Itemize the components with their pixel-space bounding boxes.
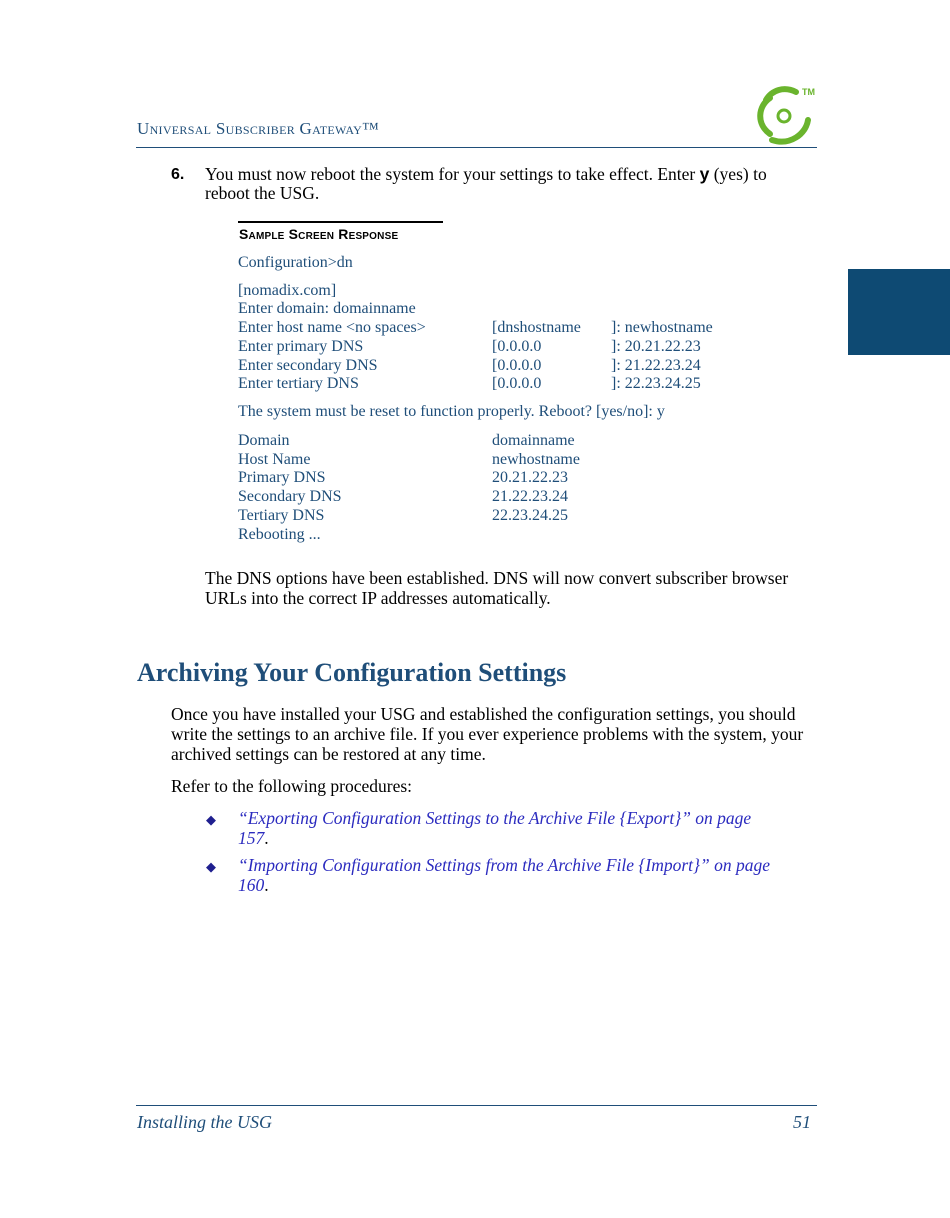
prompt-value: ]: 22.23.24.25 (611, 375, 701, 392)
summary-value: 20.21.22.23 (492, 469, 568, 486)
import-procedure-link[interactable]: “Importing Configuration Settings from the Archive File {Import}” on page 160 (238, 855, 771, 895)
bullet-diamond-icon: ◆ (206, 812, 216, 827)
chapter-side-tab (848, 269, 950, 355)
summary-value: 22.23.24.25 (492, 507, 568, 524)
section-intro: Once you have installed your USG and established the configuration settings, you should write the settings to an archive file. If you ever experience problems with the system, your archived settings can be restored at any time. (171, 704, 804, 764)
step-number: 6. (171, 166, 185, 183)
bullet-diamond-icon: ◆ (206, 859, 216, 874)
logo-swirl-icon (750, 84, 820, 146)
domain-default: [nomadix.com] (238, 282, 337, 299)
footer-rule (136, 1105, 817, 1106)
refer-line: Refer to the following procedures: (171, 776, 413, 796)
prompt-label: Enter tertiary DNS (238, 375, 359, 392)
footer-chapter: Installing the USG (137, 1112, 272, 1132)
rebooting-line: Rebooting ... (238, 526, 321, 543)
prompt-label: Enter primary DNS (238, 338, 364, 355)
prompt-default: [dnshostname (492, 319, 581, 336)
prompt-default: [0.0.0.0 (492, 338, 542, 355)
command-line: Configuration>dn (238, 254, 353, 271)
prompt-default: [0.0.0.0 (492, 357, 542, 374)
procedure-link-item: “Importing Configuration Settings from the Archive File {Import}” on page 160. (238, 855, 771, 895)
summary-value: 21.22.23.24 (492, 488, 568, 505)
summary-value: domainname (492, 432, 575, 449)
summary-label: Host Name (238, 451, 311, 468)
section-heading: Archiving Your Configuration Settings (137, 658, 567, 687)
enter-domain-line: Enter domain: domainname (238, 300, 416, 317)
prompt-value: ]: 21.22.23.24 (611, 357, 701, 374)
reset-line: The system must be reset to function properly. Reboot? [yes/no]: y (238, 403, 665, 420)
page-number: 51 (793, 1112, 811, 1132)
summary-value: newhostname (492, 451, 580, 468)
prompt-value: ]: 20.21.22.23 (611, 338, 701, 355)
sample-rule (238, 221, 443, 223)
dns-established-paragraph: The DNS options have been established. DNS will now convert subscriber browser URLs into the correct IP addresses automatically. (205, 568, 789, 608)
prompt-label: Enter host name <no spaces> (238, 319, 426, 336)
prompt-value: ]: newhostname (611, 319, 713, 336)
logo-tm: TM (802, 87, 815, 97)
step-key: y (699, 164, 710, 184)
header-rule (136, 147, 817, 148)
export-procedure-link[interactable]: “Exporting Configuration Settings to the Archive File {Export}” on page 157 (238, 808, 752, 848)
summary-label: Domain (238, 432, 290, 449)
sample-title: Sample Screen Response (239, 226, 399, 242)
prompt-label: Enter secondary DNS (238, 357, 378, 374)
summary-label: Secondary DNS (238, 488, 342, 505)
step-text: You must now reboot the system for your settings to take effect. Enter y (yes) to reboot the USG. (205, 164, 767, 203)
procedure-link-item: “Exporting Configuration Settings to the Archive File {Export}” on page 157. (238, 808, 752, 848)
prompt-default: [0.0.0.0 (492, 375, 542, 392)
running-header: Universal Subscriber Gateway™ (137, 119, 380, 138)
summary-label: Primary DNS (238, 469, 326, 486)
summary-label: Tertiary DNS (238, 507, 325, 524)
company-logo (750, 84, 820, 146)
